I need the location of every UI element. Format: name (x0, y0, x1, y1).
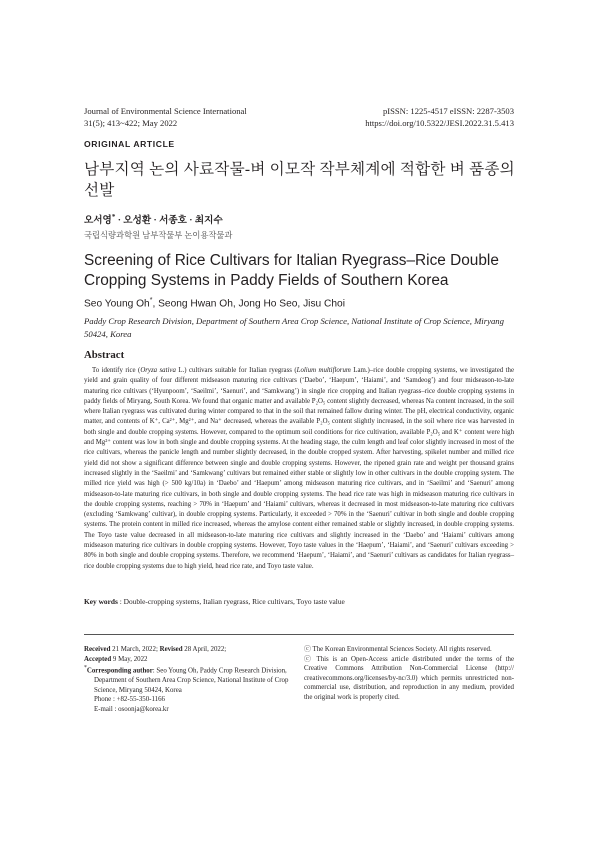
keywords: Key words : Double-cropping systems, Italian ryegrass, Rice cultivars, Toyo taste value (84, 597, 345, 606)
affiliation-korean: 국립식량과학원 남부작물부 논이용작물과 (84, 231, 233, 240)
authors-korean: 오서영* · 오성환 · 서종호 · 최지수 (84, 212, 223, 226)
journal-volume: 31(5); 413~422; May 2022 (84, 117, 178, 128)
article-type: ORIGINAL ARTICLE (84, 139, 175, 149)
abstract-heading: Abstract (84, 349, 125, 361)
affiliation-english: Paddy Crop Research Division, Department of Southern Area Crop Science, National Institute of Crop Science, Miryang 50424, Korea (84, 316, 504, 339)
title-korean: 남부지역 논의 사료작물-벼 이모작 작부체계에 적합한 벼 품종의 선발 (84, 161, 515, 199)
journal-header-right (300, 106, 514, 129)
footer-divider (84, 634, 514, 635)
email-link[interactable]: E-mail : osoonja@korea.kr (94, 705, 169, 713)
license-notice: ⓒ The Korean Environmental Sciences Society. All rights reserved. ⓒ This is an Open-Access article distributed under the terms of the Creative Commons Attribution Non-Commercial License (http:// creativecommons.org/licenses/by-nc/3.0) which permits unrestricted non-commercial use, distribution, and reproduction in any medium, provided the original work is properly cited. (304, 646, 514, 701)
issn: pISSN: 1225-4517 eISSN: 2287-3503 (382, 106, 514, 116)
title-english: Screening of Rice Cultivars for Italian Ryegrass–Rice Double Cropping Systems in Paddy Fields of Southern Korea (84, 252, 499, 289)
journal-name: Journal of Environmental Science International (84, 106, 247, 116)
article-history: Received 21 March, 2022; Revised 28 April, 2022; Accepted 9 May, 2022 *Corresponding author: Seo Young Oh, Paddy Crop Research Division, Department of Southern Area Crop Science, National Institute of Crop Science, Miryang 50424, Korea Phone : +82-55-350-1166 E-mail : osoonja@korea.kr (84, 645, 294, 714)
abstract-text: To identify rice (Oryza sativa L.) cultivars suitable for Italian ryegrass (Lolium multiflorum Lam.)–rice double cropping systems, we investigated the yield and grain quality of four different midseason maturing rice cultivars (‘Daebo’, ‘Haepum’, ‘Haiami’, and ‘Samdeog’) and four midseason-to-late maturing rice cultivars (‘Hyunpoom’, ‘Saeilmi’, ‘Saenuri’, and ‘Samkwang’) in single rice cropping and Italian ryegrass–rice double cropping systems in paddy fields of Miryang, South Korea. We found that organic matter and available P₂O₅ content slightly decreased, whereas Na content increased, in the soil where Italian ryegrass was cultivated during winter compared to that in the soil that remained fallow during winter. The pH, electrical conductivity, organic matter, and contents of K⁺, Ca²⁺, Mg²⁺, and Na⁺ decreased, whereas the available P₂O₅ content slightly increased, in the soil where rice was harvested in both single and double cropping systems. However, compared to the optimum soil conditions for rice cultivation, available P₂O₅ and K⁺ content were high and Mg²⁺ content was low in both single and double cropping systems. At the heading stage, the culm length and leaf color slightly increased in most of the rice cultivars, whereas the panicle length and number slightly decreased, in the double cropped system. After harvesting, spikelet number and milled rice yield did not show a significant difference between single and double cropping systems. However, the ripened grain rate and weight per thousand grains increased slightly in the ‘Saeilmi’ and ‘Samkwang’ cultivars but remained either stable or slightly low in other cultivars in the double cropping system. The milled rice yield was high (> 500 kg/10a) in ‘Daebo’ and ‘Haepum’ among midseason maturing rice cultivars, and in ‘Saeilmi’ and ‘Saenuri’ among midseason-to-late maturing rice cultivars, in both single and double cropping systems. The head rice rate was high in midseason maturing rice cultivars in the double cropping systems, reaching > 70% in ‘Haepum’ and ‘Haiami’ cultivars, whereas it decreased in most midseason-to-late maturing rice cultivars (excluding ‘Samkwang’ cultivar), in double cropping systems. Particularly, it exceeded > 70% in the ‘Saenuri’ cultivar in both single and double cropping systems. The protein content in milled rice increased, whereas the amylose content either remained stable or slightly increased, in double cropping systems. The Toyo taste value decreased in all midseason-to-late maturing rice cultivars and slightly increased in the ‘Daebo’ and ‘Haiami’ cultivars among midseason maturing rice cultivars in double cropping systems. However, Toyo taste values in the ‘Haepum’, ‘Haiami’, and ‘Saenuri’ cultivars exceeding > 80% in both single and double cropping systems. Therefore, we recommend ‘Haepum’, ‘Haiami’, and ‘Saenuri’ cultivars as candidates for Italian ryegrass–rice double cropping systems due to high yield, head rice rate, and Toyo taste value. (84, 367, 515, 570)
authors-english: Seo Young Oh*, Seong Hwan Oh, Jong Ho Seo, Jisu Choi (84, 297, 345, 310)
journal-header-left (84, 106, 247, 129)
doi-link[interactable]: https://doi.org/10.5322/JESI.2022.31.5.413 (365, 117, 514, 128)
